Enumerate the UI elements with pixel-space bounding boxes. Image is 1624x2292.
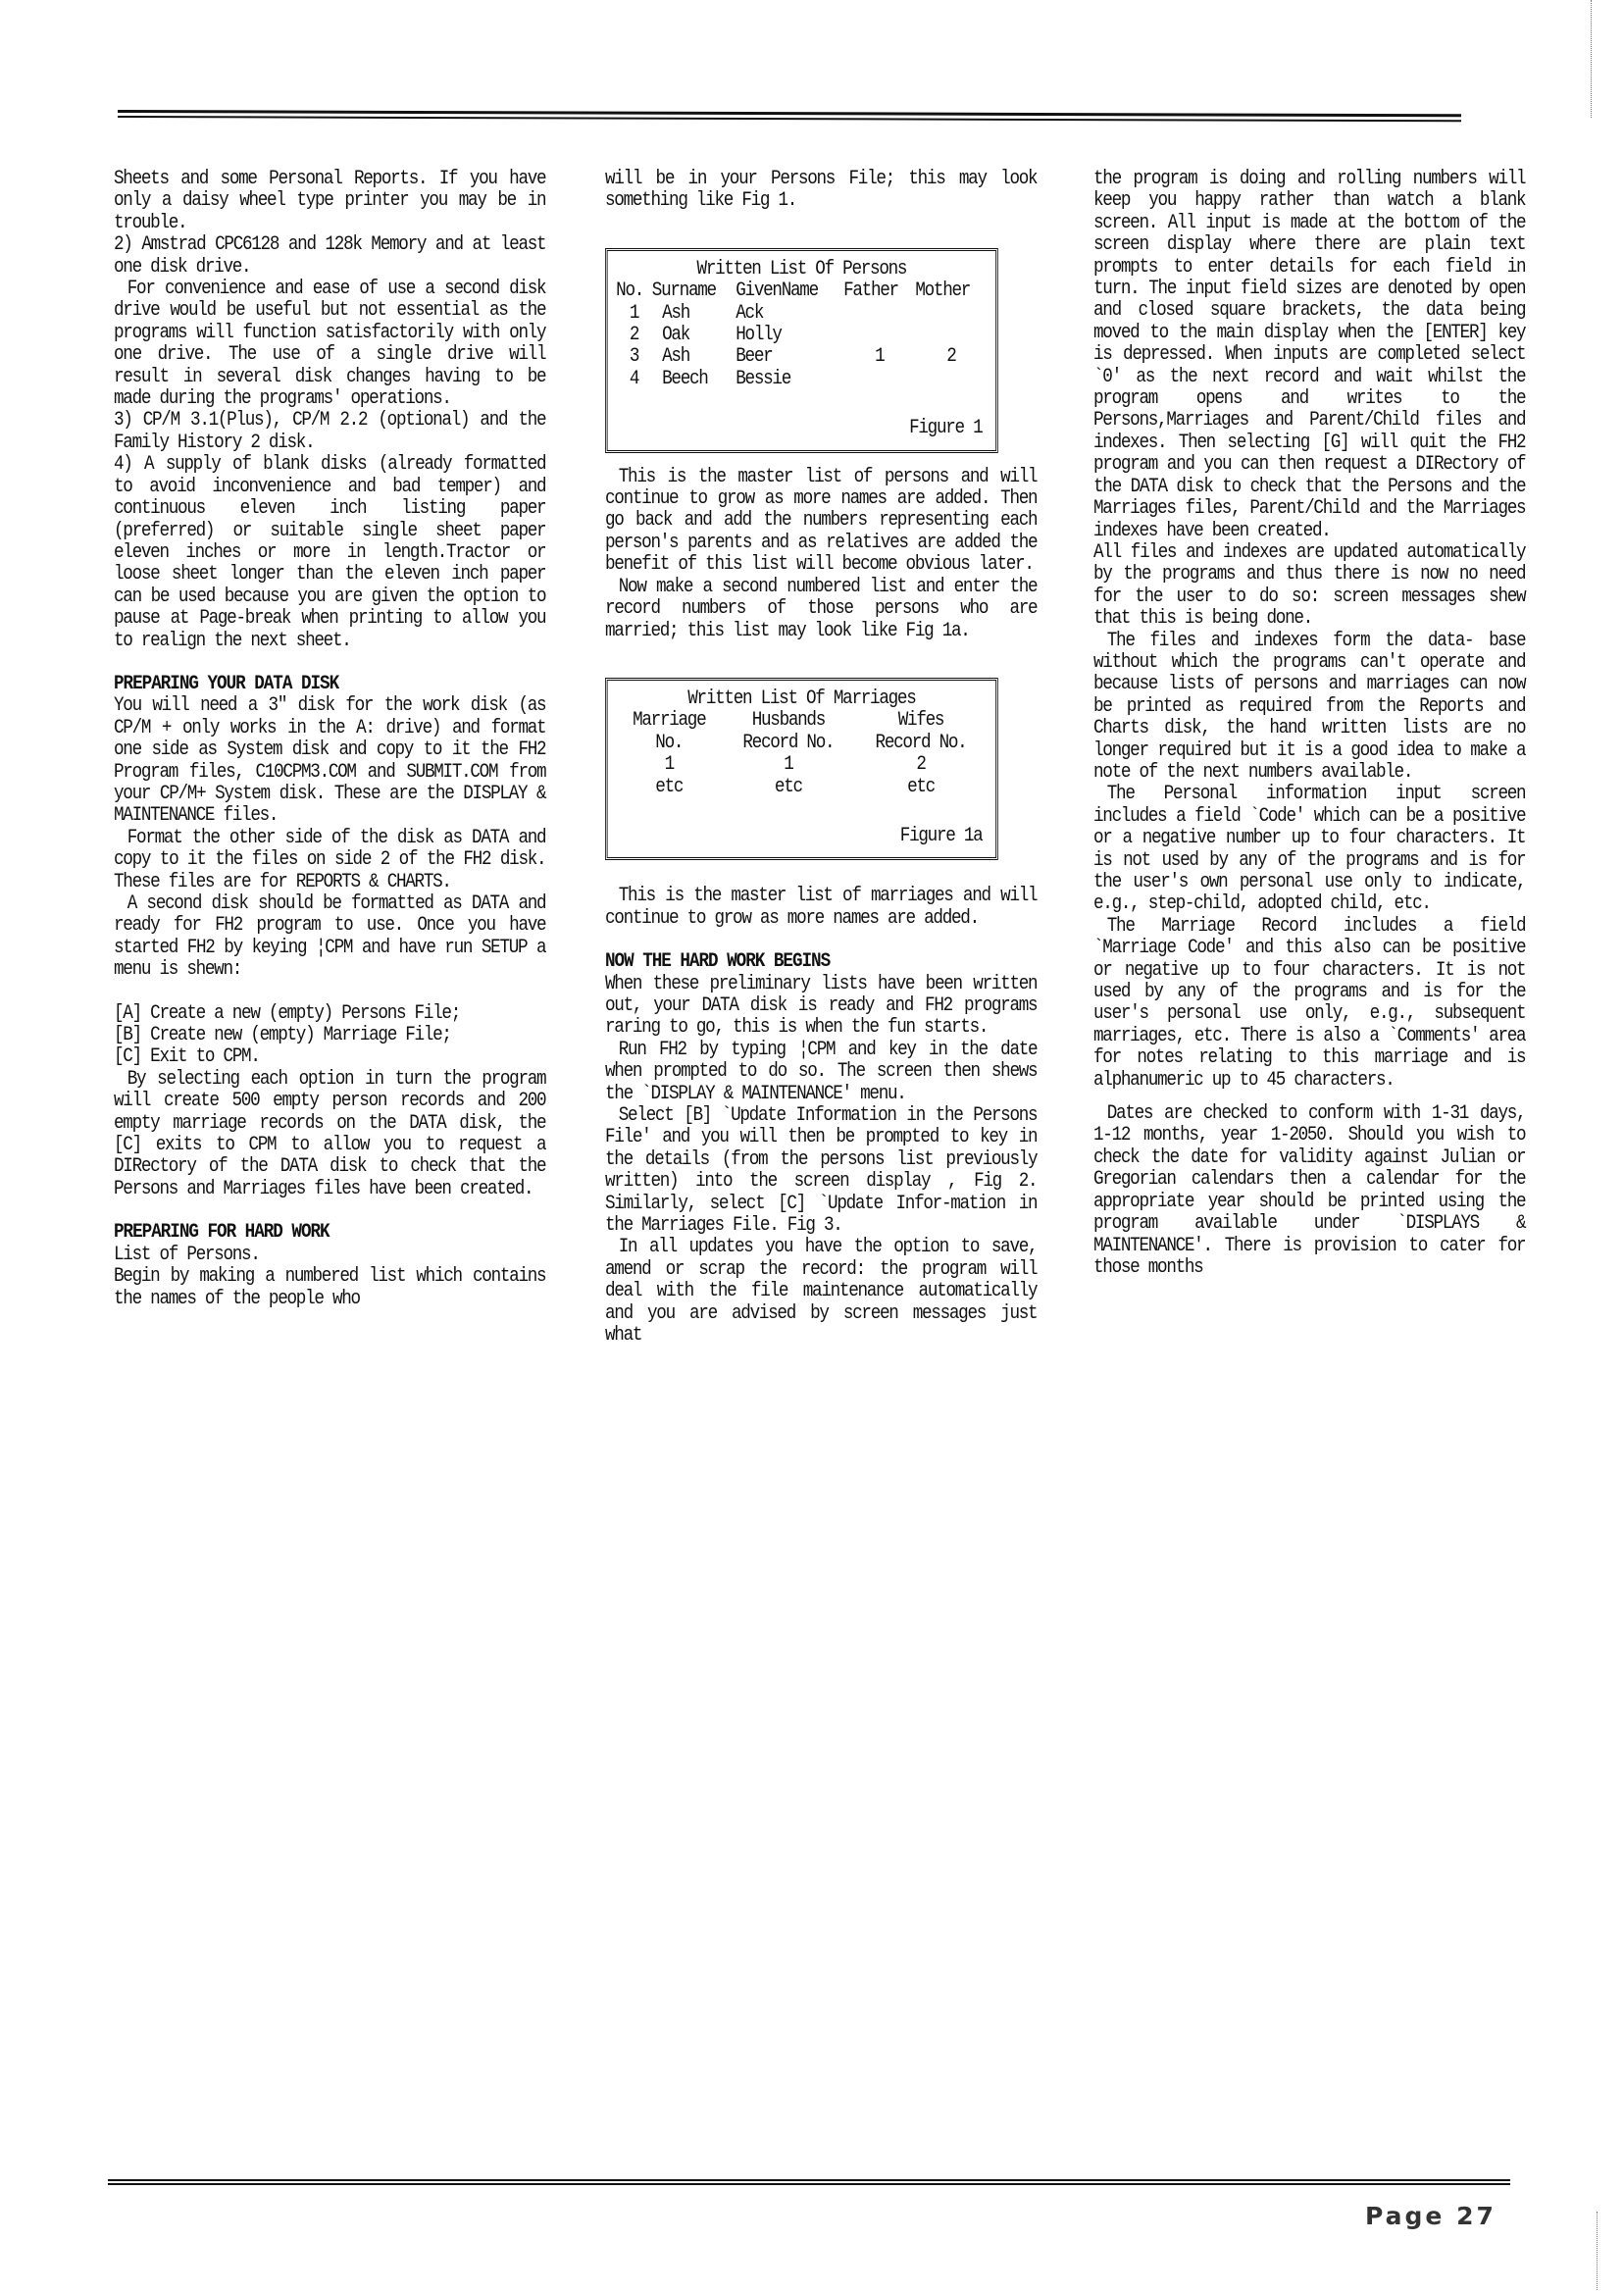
top-rule [118, 110, 1461, 120]
spacer [114, 652, 545, 674]
figure-caption: Figure 1 [909, 417, 983, 440]
menu-option: [C] Exit to CPM. [114, 1045, 260, 1069]
paragraph: This is the master list of persons and will continue to grow as more names are added. Then go back and add the numbers representing each person's parents and as relatives are added the benefit of this list will become obvious later. [605, 465, 1038, 577]
paragraph: Dates are checked to conform with 1-31 days, 1-12 months, year 1-2050. Should you wish to check the date for validity against Julian or Gregorian calendars then a calendar for the appropriate year should be printed using the program available under `DISPLAYS & MAINTENANCE'. There is provision to cater for those months [1093, 1102, 1526, 1279]
paragraph: Select [B] `Update Information in the Persons File' and you will then be prompted to key in the details (from the persons list previously written) into the screen display , Fig 2. Similarly, select [C] `Update Infor-mation in the Marriages File. Fig 3. [605, 1104, 1038, 1238]
bottom-rule-line [108, 2179, 1510, 2181]
column-2 [605, 169, 1037, 1347]
table-cell: Holly [736, 324, 782, 347]
table-cell [915, 369, 987, 390]
figure-1a-marriages-list [605, 678, 998, 860]
figure-title: Written List Of Persons [696, 257, 907, 280]
paragraph: The Personal information input screen includes a field `Code' which can be a positive or a negative number up to four characters. It is not used by any of the programs and is for the user's own personal use only to indicate, e.g., step-child, adopted child, etc. [1093, 783, 1526, 916]
column-header: GivenName [736, 280, 818, 303]
table-cell: etc [774, 775, 802, 798]
table-cell: 1 [784, 753, 793, 777]
table-cell [915, 325, 987, 346]
column-1 [114, 169, 545, 1310]
table-header-row [616, 733, 987, 754]
column-header: Record No. [875, 731, 967, 754]
bottom-rule [108, 2179, 1510, 2187]
paragraph: Sheets and some Personal Reports. If you have only a daisy wheel type printer you may be in trouble. [114, 168, 546, 234]
column-header: Husbands [751, 709, 826, 733]
table-cell: Ash [662, 345, 689, 369]
paragraph: For convenience and ease of use a second disk drive would be useful but not essential as the programs will function satisfactorily with only one drive. The use of a single drive will result in several disk changes having to be made during the programs' operations. [114, 278, 546, 411]
table-cell [843, 303, 915, 325]
persons-table [616, 280, 987, 390]
paragraph: A second disk should be formatted as DATA and ready for FH2 program to use. Once you have started FH2 by keying ¦CPM and have run SETUP a menu is shewn: [114, 892, 546, 982]
table-cell: 4 [629, 367, 639, 390]
table-cell: 1 [629, 301, 639, 325]
margin-specks [1591, 0, 1594, 118]
requirement-item: 4) A supply of blank disks (already formatted to avoid inconvenience and bad temper) and continuous eleven inch listing paper (preferred) or suitable single sheet paper eleven inches or more in length.Tractor or loose sheet longer than the eleven inch paper can be used because you are given the option to pause at Page-break when printing to allow you to realign the next sheet. [114, 453, 546, 652]
table-cell: Ash [662, 301, 689, 325]
spacer [605, 213, 1037, 234]
paragraph: Run FH2 by typing ¦CPM and key in the date when prompted to do so. The screen then shews the `DISPLAY & MAINTENANCE' menu. [605, 1038, 1038, 1105]
margin-specks [1597, 2212, 1599, 2290]
table-row [616, 303, 987, 325]
spacer [605, 642, 1037, 664]
table-row [616, 325, 987, 346]
column-header: Surname [651, 280, 716, 303]
column-header: No. [616, 280, 644, 303]
marriages-table-body [616, 754, 987, 798]
table-cell: etc [655, 775, 684, 798]
paragraph: Begin by making a numbered list which contains the names of the people who [114, 1265, 546, 1310]
figure-1-persons-list [605, 248, 998, 453]
marriages-table [616, 710, 987, 798]
paragraph: The files and indexes form the data- base without which the programs can't operate and because lists of persons and marriages can now be printed as required from the Reports and Charts disk, the hand written lists are no longer required but it is a good idea to make a note of the next numbers available. [1093, 629, 1526, 784]
bottom-rule-line [108, 2183, 1510, 2185]
spacer [605, 930, 1037, 951]
table-cell: 2 [916, 753, 926, 777]
paragraph: In all updates you have the option to save, amend or scrap the record: the program will deal with the file maintenance automatically and you are advised by screen messages just what [605, 1236, 1038, 1348]
setup-menu [114, 1003, 545, 1069]
table-cell: 1 [664, 753, 674, 777]
spacer [114, 982, 545, 1003]
section-heading: PREPARING FOR HARD WORK [114, 1221, 330, 1245]
page-number: Page 27 [1365, 2202, 1497, 2230]
paragraph: By selecting each option in turn the program will create 500 empty person records and 200 empty marriage records on the DATA disk, the [C] exits to CPM to allow you to request a DIRectory of the DATA disk to check that the Persons and Marriages files have been created. [114, 1067, 546, 1200]
column-header: No. [655, 731, 684, 754]
paragraph: The Marriage Record includes a field `Marriage Code' and this also can be positive or negative up to four characters. It is not used by any of the programs and is for the user's personal use only, e.g., subsequent marriages, etc. There is also a `Comments' area for notes relating to this marriage and is alphanumeric up to 45 characters. [1093, 914, 1526, 1092]
table-cell: Beer [736, 345, 773, 369]
paragraph: will be in your Persons File; this may look something like Fig 1. [605, 168, 1038, 213]
table-cell [915, 303, 987, 325]
table-cell: Oak [662, 324, 689, 347]
paragraph: Now make a second numbered list and enter the record numbers of those persons who are married; this list may look like Fig 1a. [605, 575, 1038, 642]
section-heading: PREPARING YOUR DATA DISK [114, 672, 339, 695]
table-cell: Beech [662, 367, 708, 390]
persons-table-body [616, 303, 987, 391]
table-header-row [616, 710, 987, 732]
column-header: Father [843, 280, 898, 303]
paragraph: All files and indexes are updated automatically by the programs and thus there is now no need for the user to do so: screen messages shew that this is being done. [1093, 540, 1526, 631]
paragraph: the program is doing and rolling numbers will keep you happy rather than watch a blank screen. All input is made at the bottom of the screen display where there are plain text prompts to enter details for each field in turn. The input field sizes are denoted by open and closed square brackets, the data being moved to the main display when the [ENTER] key is depressed. When inputs are completed select `0' as the next record and wait whilst the program opens and writes to the Persons,Marriages and Parent/Child files and indexes. Then selecting [G] will quit the FH2 program and you can then request a DIRectory of the DATA disk to check that the Persons and the Marriages files, Parent/Child and the Marriages indexes have been created. [1093, 168, 1526, 542]
figure-title: Written List Of Marriages [687, 687, 916, 710]
table-cell: Ack [736, 301, 764, 325]
table-cell: Bessie [736, 367, 790, 390]
column-header: Marriage [633, 709, 706, 733]
column-header: Wifes [897, 709, 944, 733]
table-row [616, 777, 987, 798]
menu-option: [A] Create a new (empty) Persons File; [114, 1001, 461, 1025]
table-cell: etc [907, 775, 935, 798]
table-row [616, 346, 987, 368]
menu-option: [B] Create new (empty) Marriage File; [114, 1024, 451, 1047]
paragraph: You will need a 3" disk for the work disk (as CP/M + only works in the A: drive) and format one side as System disk and copy to it the FH2 Program files, C10CPM3.COM and SUBMIT.COM from your CP/M+ System disk. These are the DISPLAY & MAINTENANCE files. [114, 694, 546, 828]
table-cell [843, 369, 915, 390]
section-heading: NOW THE HARD WORK BEGINS [605, 950, 831, 974]
table-cell: 3 [629, 345, 639, 369]
table-cell: 1 [875, 345, 885, 369]
paragraph: This is the master list of marriages and will continue to grow as more names are added. [605, 885, 1038, 930]
subheading: List of Persons. [114, 1243, 260, 1266]
column-header: Record No. [742, 731, 835, 754]
table-row [616, 369, 987, 390]
table-cell: 2 [629, 324, 639, 347]
table-cell [843, 325, 915, 346]
top-rule-line [118, 116, 1461, 122]
table-header-row [616, 280, 987, 302]
figure-caption: Figure 1a [899, 824, 983, 847]
column-3 [1093, 169, 1525, 1279]
column-header: Mother [915, 280, 971, 303]
requirement-item: 3) CP/M 3.1(Plus), CP/M 2.2 (optional) and the Family History 2 disk. [114, 409, 546, 454]
table-cell: 2 [946, 345, 956, 369]
spacer [114, 1200, 545, 1222]
requirement-item: 2) Amstrad CPC6128 and 128k Memory and at least one disk drive. [114, 233, 546, 279]
paragraph: When these preliminary lists have been written out, your DATA disk is ready and FH2 programs raring to go, this is when the fun starts. [605, 972, 1038, 1040]
table-row [616, 754, 987, 776]
paragraph: Format the other side of the disk as DATA and copy to it the files on side 2 of the FH2 disk. These files are for REPORTS & CHARTS. [114, 826, 546, 893]
